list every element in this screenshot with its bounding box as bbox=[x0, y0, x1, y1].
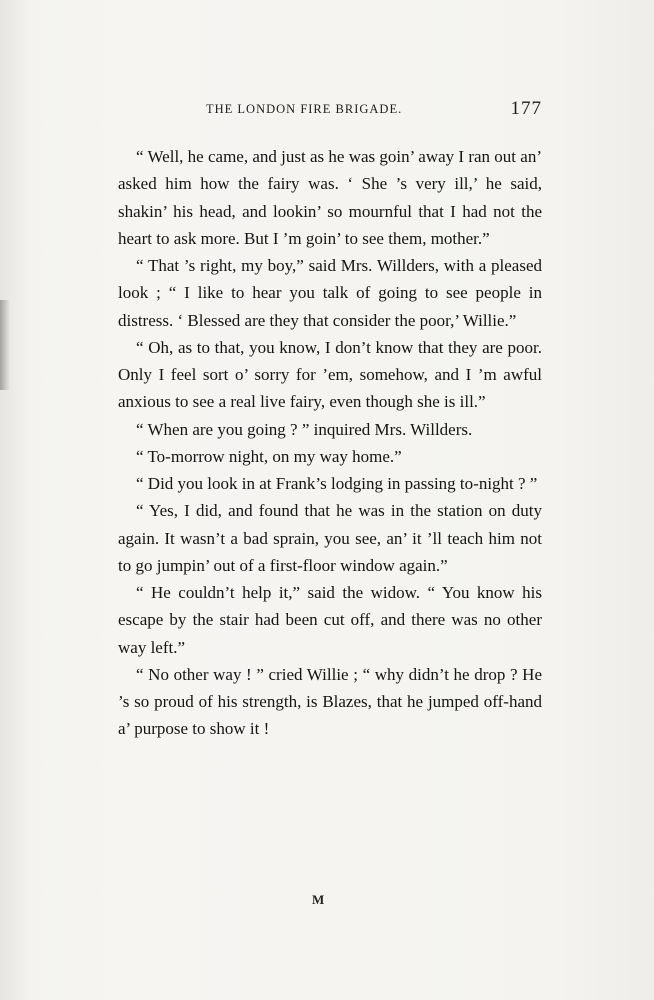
paragraph: “ No other way ! ” cried Willie ; “ why didn’t he drop ? He ’s so proud of his strength, is Blazes, that he jumped off-hand a’ purpose to show it ! bbox=[118, 664, 542, 739]
paragraph: “ Yes, I did, and found that he was in the station on duty again. It wasn’t a bad sprain, you see, an’ it ’ll teach him not to go jumpin’ out of a first-floor window again.” bbox=[118, 501, 542, 575]
signature-mark: M bbox=[312, 892, 326, 907]
paragraph: “ To-morrow night, on my way home.” bbox=[136, 446, 402, 466]
page-header bbox=[118, 98, 542, 126]
page-number: 177 bbox=[510, 98, 542, 119]
running-head: THE LONDON FIRE BRIGADE. bbox=[206, 102, 403, 116]
paragraph: “ Well, he came, and just as he was goin’ away I ran out an’ asked him how the fairy was. ‘ She ’s very ill,’ he said, shakin’ his head, and lookin’ so mournful that I had not the heart to ask more. But I ’m goin’ to see them, mother.” bbox=[118, 147, 542, 248]
binding-shadow bbox=[0, 300, 10, 390]
paragraph: “ When are you going ? ” inquired Mrs. Willders. bbox=[136, 419, 473, 439]
paragraph: “ He couldn’t help it,” said the widow. “ You know his escape by the stair had been cut off, and there was no other way left.” bbox=[118, 583, 542, 657]
paragraph: “ Oh, as to that, you know, I don’t know that they are poor. Only I feel sort o’ sorry for ’em, somehow, and I ’m awful anxious to see a real live fairy, even though she is ill.” bbox=[118, 337, 542, 412]
paragraph: “ Did you look in at Frank’s lodging in passing to-night ? ” bbox=[136, 474, 538, 493]
paragraph: “ That ’s right, my boy,” said Mrs. Willders, with a pleased look ; “ I like to hear you talk of going to see people in distress. ‘ Blessed are they that consider the poor,’ Willie.” bbox=[118, 256, 542, 330]
body-text bbox=[118, 143, 542, 743]
